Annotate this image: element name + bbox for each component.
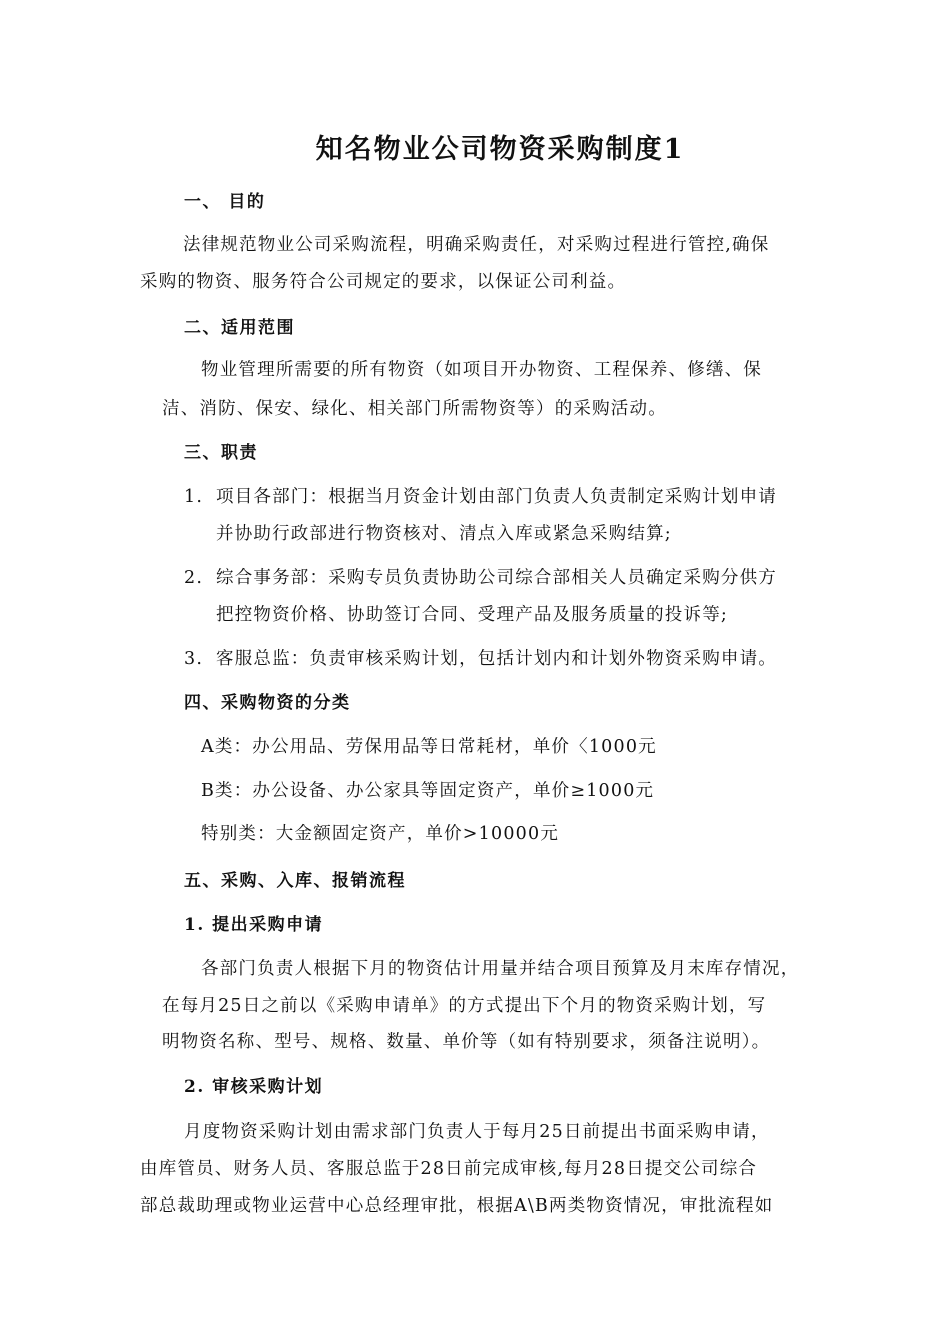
paragraph-line: 明物资名称、型号、规格、数量、单价等（如有特别要求，须备注说明）。 xyxy=(162,1032,771,1052)
paragraph-line: 在每月25日之前以《采购申请单》的方式提出下个月的物资采购计划，写 xyxy=(162,996,767,1016)
section-heading-process: 五、采购、入库、报销流程 xyxy=(184,871,406,891)
list-item-continuation: 把控物资价格、协助签订合同、受理产品及服务质量的投诉等; xyxy=(216,605,728,625)
section-heading-scope: 二、适用范围 xyxy=(184,318,295,338)
list-item xyxy=(184,566,777,590)
paragraph-line: 部总裁助理或物业运营中心总经理审批，根据A\B两类物资情况，审批流程如 xyxy=(140,1196,774,1216)
section-heading-duties: 三、职责 xyxy=(184,443,258,463)
list-item xyxy=(184,485,777,509)
list-item-continuation: 并协助行政部进行物资核对、清点入库或紧急采购结算; xyxy=(216,524,672,544)
section-heading-purpose: 一、 目的 xyxy=(184,192,266,212)
category-a: A类：办公用品、劳保用品等日常耗材，单价〈1000元 xyxy=(201,737,657,757)
section-heading-categories: 四、采购物资的分类 xyxy=(184,693,351,713)
list-item-text: 客服总监：负责审核采购计划，包括计划内和计划外物资采购申请。 xyxy=(216,649,777,669)
list-item xyxy=(184,647,777,671)
paragraph-line: 物业管理所需要的所有物资（如项目开办物资、工程保养、修缮、保 xyxy=(201,360,762,380)
category-b: B类：办公设备、办公家具等固定资产，单价≥1000元 xyxy=(201,781,655,801)
subsection-heading-review: 2. 审核采购计划 xyxy=(184,1077,324,1097)
list-item-number: 1. xyxy=(184,487,204,507)
subsection-heading-request: 1. 提出采购申请 xyxy=(184,915,324,935)
paragraph-line: 法律规范物业公司采购流程，明确采购责任，对采购过程进行管控,确保 xyxy=(183,235,770,255)
paragraph-line: 采购的物资、服务符合公司规定的要求，以保证公司利益。 xyxy=(140,272,627,292)
category-special: 特别类：大金额固定资产，单价>10000元 xyxy=(201,824,560,844)
list-item-text: 综合事务部：采购专员负责协助公司综合部相关人员确定采购分供方 xyxy=(216,568,777,588)
paragraph-line: 由库管员、财务人员、客服总监于28日前完成审核,每月28日提交公司综合 xyxy=(140,1159,758,1179)
paragraph-line: 洁、消防、保安、绿化、相关部门所需物资等）的采购活动。 xyxy=(162,399,667,419)
list-item-number: 3. xyxy=(184,649,204,669)
document-title: 知名物业公司物资采购制度1 xyxy=(315,134,685,165)
list-item-text: 项目各部门：根据当月资金计划由部门负责人负责制定采购计划申请 xyxy=(216,487,777,507)
list-item-number: 2. xyxy=(184,568,204,588)
paragraph-line: 月度物资采购计划由需求部门负责人于每月25日前提出书面采购申请， xyxy=(184,1122,770,1142)
paragraph-line: 各部门负责人根据下月的物资估计用量并结合项目预算及月末库存情况， xyxy=(201,959,800,979)
